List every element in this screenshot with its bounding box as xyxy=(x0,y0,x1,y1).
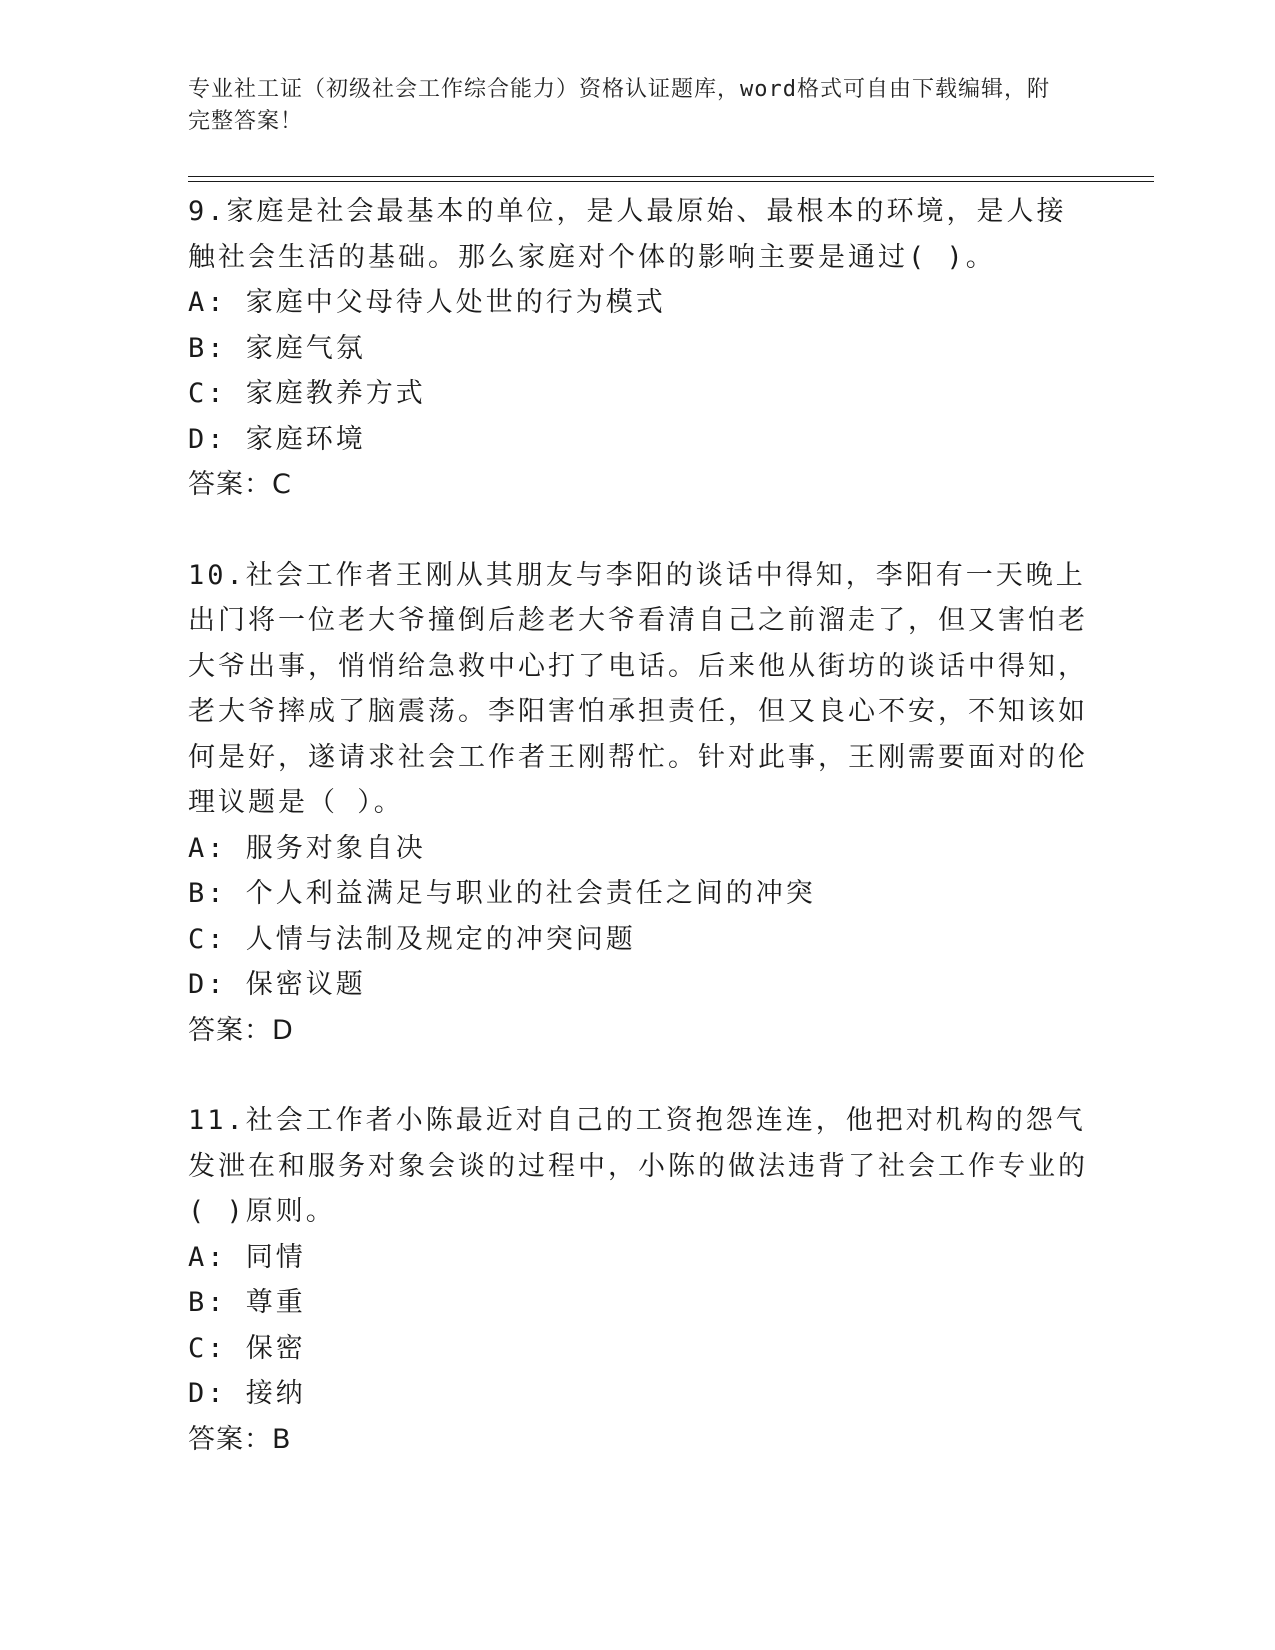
option-b: B: 尊重 xyxy=(188,1287,306,1318)
option-d: D: 接纳 xyxy=(188,1378,306,1409)
question-11 xyxy=(188,1098,1088,1462)
question-10 xyxy=(188,553,1088,1054)
option-b: B: 家庭气氛 xyxy=(188,332,366,364)
question-stem: 11.社会工作者小陈最近对自己的工资抱怨连连，他把对机构的怨气发泄在和服务对象会谈的过程中，小陈的做法违背了社会工作专业的( )原则。 xyxy=(188,1105,1088,1227)
answer-line: 答案：C xyxy=(188,469,292,500)
answer-line: 答案：D xyxy=(188,1014,294,1046)
option-c: C: 保密 xyxy=(188,1332,306,1364)
question-stem: 9.家庭是社会最基本的单位，是人最原始、最根本的环境，是人接触社会生活的基础。那么家庭对个体的影响主要是通过( )。 xyxy=(188,196,1067,273)
option-a: A: 家庭中父母待人处世的行为模式 xyxy=(188,287,666,318)
question-9 xyxy=(188,189,1088,508)
option-c: C: 人情与法制及规定的冲突问题 xyxy=(188,923,636,955)
question-stem: 10.社会工作者王刚从其朋友与李阳的谈话中得知，李阳有一天晚上出门将一位老大爷撞倒后趁老大爷看清自己之前溜走了，但又害怕老大爷出事，悄悄给急救中心打了电话。后来他从街坊的谈话中得知，老大爷摔成了脑震荡。李阳害怕承担责任，但又良心不安，不知该如何是好，遂请求社会工作者王刚帮忙。针对此事，王刚需要面对的伦理议题是（ ）。 xyxy=(188,559,1088,818)
option-d: D: 保密议题 xyxy=(188,969,366,1000)
option-d: D: 家庭环境 xyxy=(188,423,366,455)
answer-line: 答案：B xyxy=(188,1423,292,1455)
option-b: B: 个人利益满足与职业的社会责任之间的冲突 xyxy=(188,878,816,909)
document-header: 专业社工证（初级社会工作综合能力）资格认证题库，word格式可自由下载编辑，附完整答案！ xyxy=(188,77,1050,134)
header-divider-top xyxy=(188,176,1154,177)
option-a: A: 服务对象自决 xyxy=(188,832,426,864)
option-a: A: 同情 xyxy=(188,1241,306,1273)
option-c: C: 家庭教养方式 xyxy=(188,378,426,409)
question-list xyxy=(188,189,1088,1507)
header-divider-bottom xyxy=(188,181,1154,182)
